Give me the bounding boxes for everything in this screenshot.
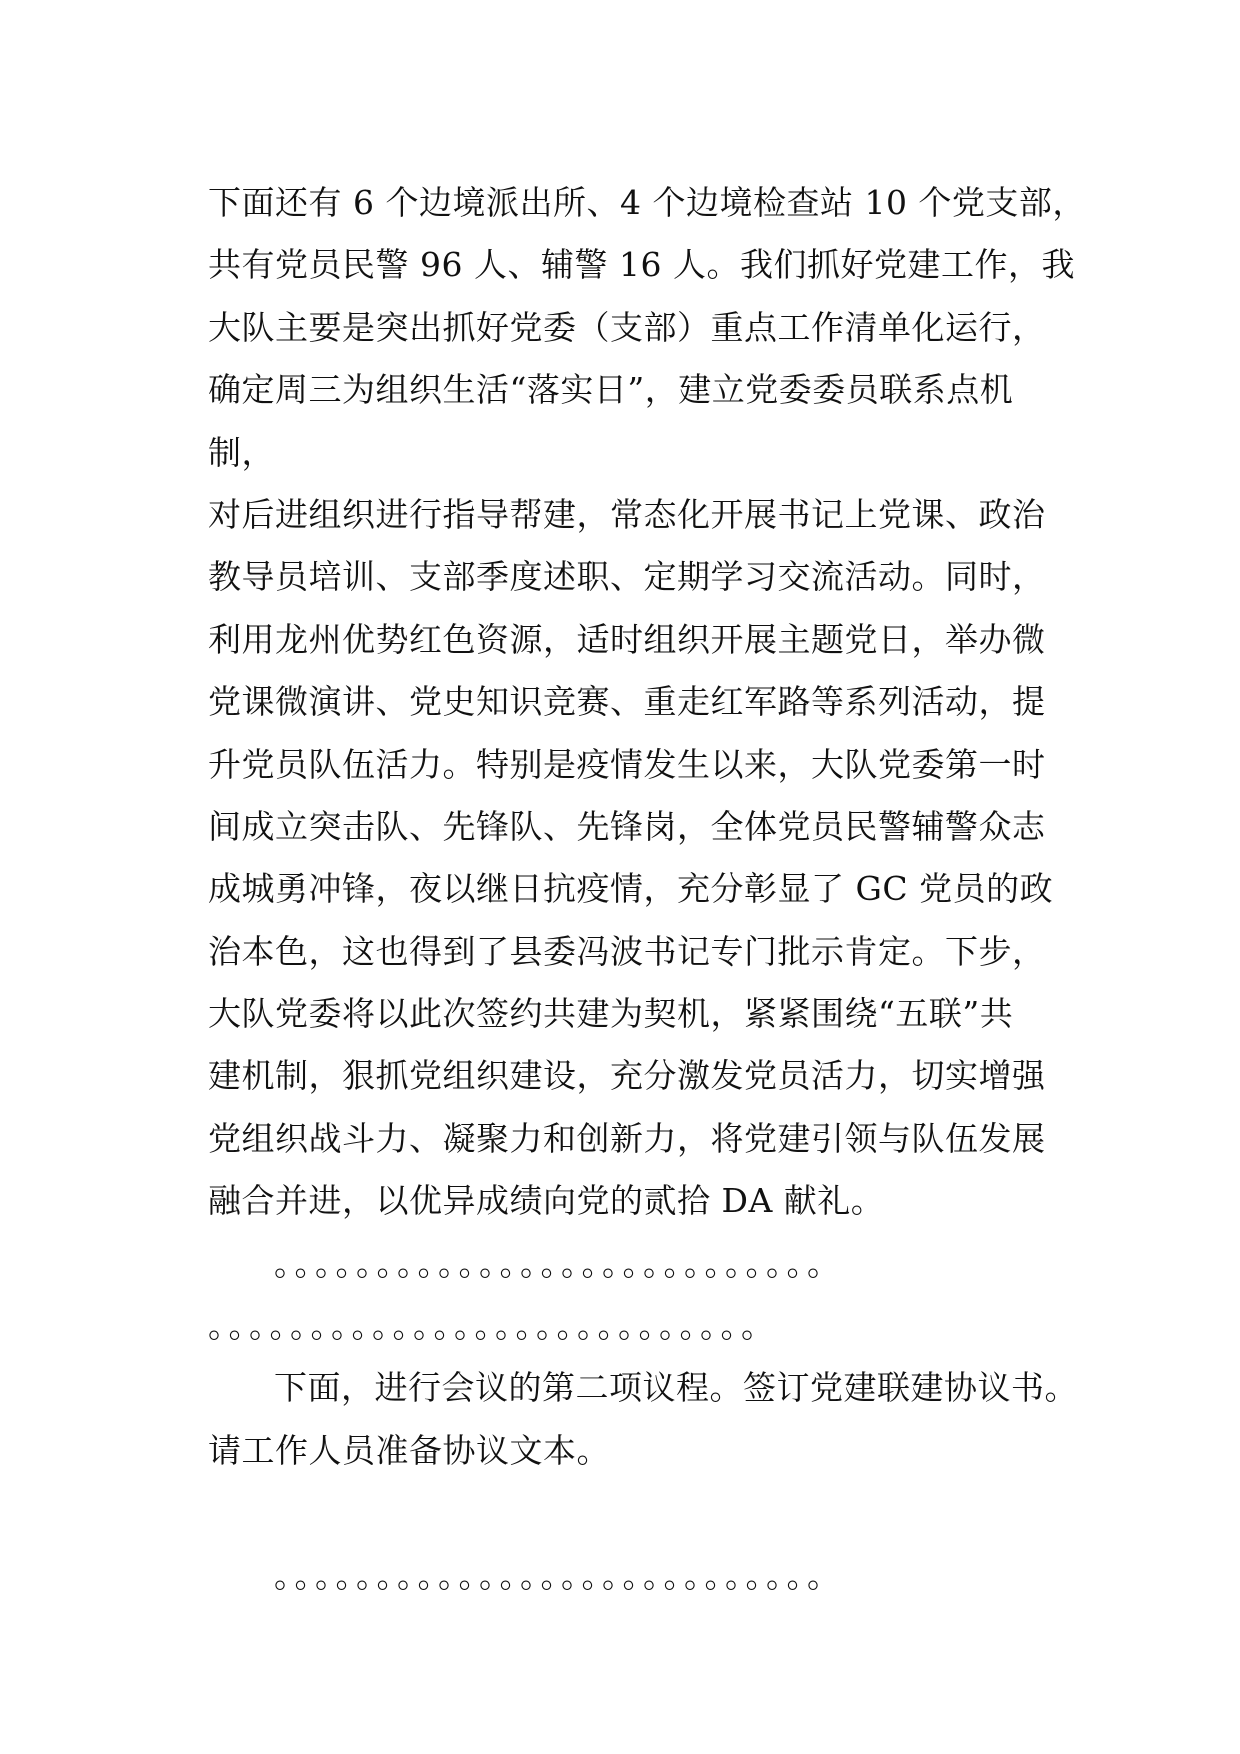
paragraph-line: 建机制，狠抓党组织建设，充分激发党员活力，切实增强 xyxy=(208,1056,1046,1096)
paragraph-line: 融合并进，以优异成绩向党的贰拾 DA 献礼。 xyxy=(208,1181,885,1221)
paragraph-line: 大队主要是突出抓好党委（支部）重点工作清单化运行， xyxy=(208,307,1046,347)
paragraph-line: 间成立突击队、先锋队、先锋岗，全体党员民警辅警众志 xyxy=(208,806,1046,846)
paragraph-line: 确定周三为组织生活“落实日”，建立党委委员联系点机 xyxy=(208,370,1014,410)
paragraph-line: 对后进组织进行指导帮建，常态化开展书记上党课、政治 xyxy=(208,494,1046,534)
paragraph-line: 利用龙州优势红色资源，适时组织开展主题党日，举办微 xyxy=(208,619,1046,659)
ellipsis-line: 。。。。。。。。。。。。。。。。。。。。。。。。。。。 xyxy=(274,1555,844,1595)
blank-line xyxy=(208,1482,1068,1544)
paragraph-line: 下面，进行会议的第二项议程。签订党建联建协议书。 xyxy=(274,1368,1078,1408)
ellipsis-line: 。。。。。。。。。。。。。。。。。。。。。。。。。。。 xyxy=(208,1306,778,1346)
paragraph-line: 成城勇冲锋，夜以继日抗疫情，充分彰显了 GC 党员的政 xyxy=(208,869,1054,909)
paragraph-line: 升党员队伍活力。特别是疫情发生以来，大队党委第一时 xyxy=(208,744,1046,784)
paragraph-line: 下面还有 6 个边境派出所、4 个边境检查站 10 个党支部， xyxy=(208,183,1086,222)
paragraph-line: 党课微演讲、党史知识竞赛、重走红军路等系列活动，提 xyxy=(208,682,1046,722)
document-body xyxy=(208,172,1086,1607)
paragraph-line: 党组织战斗力、凝聚力和创新力，将党建引领与队伍发展 xyxy=(208,1118,1046,1158)
ellipsis-line: 。。。。。。。。。。。。。。。。。。。。。。。。。。。 xyxy=(274,1243,844,1283)
paragraph-line: 教导员培训、支部季度述职、定期学习交流活动。同时， xyxy=(208,557,1046,597)
paragraph-line: 治本色，这也得到了县委冯波书记专门批示肯定。下步， xyxy=(208,931,1046,971)
paragraph-line: 共有党员民警 96 人、辅警 16 人。我们抓好党建工作，我 xyxy=(208,245,1075,285)
paragraph-line: 请工作人员准备协议文本。 xyxy=(208,1430,610,1470)
paragraph-line: 大队党委将以此次签约共建为契机，紧紧围绕“五联”共 xyxy=(208,994,1014,1034)
paragraph-line: 制， xyxy=(208,432,275,472)
